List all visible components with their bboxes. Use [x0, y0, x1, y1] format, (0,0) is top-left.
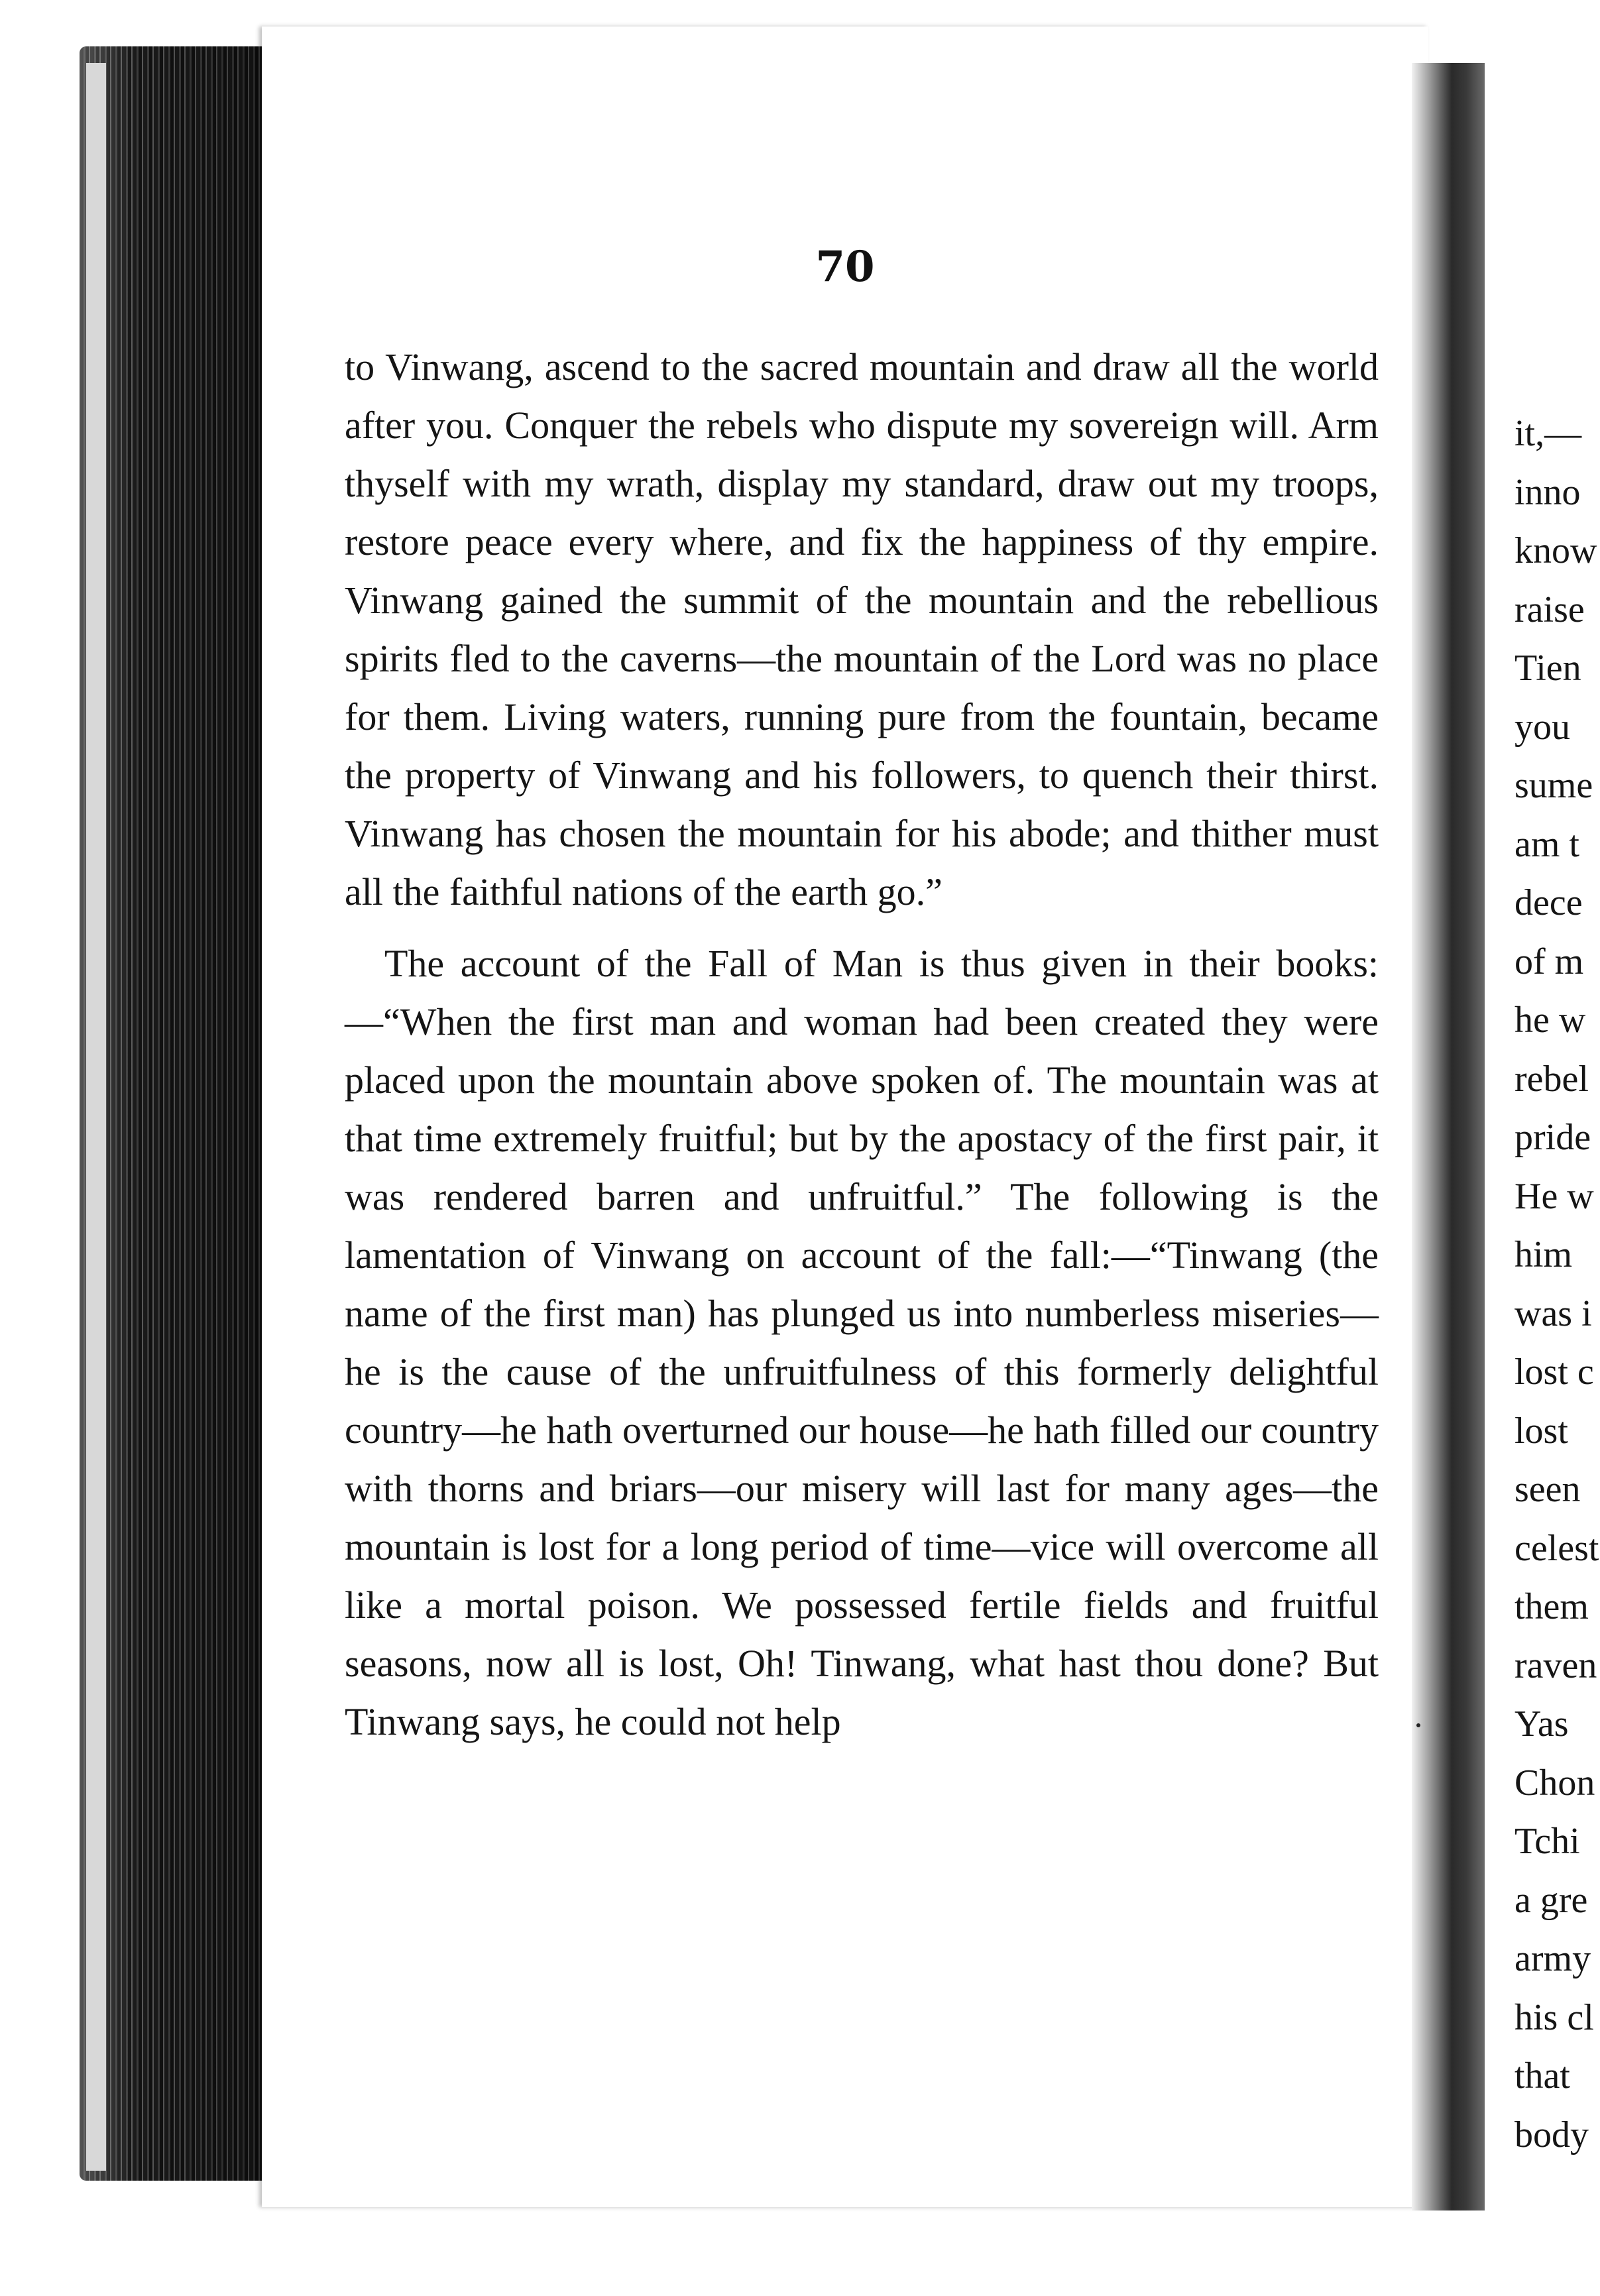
facing-page-line: army	[1514, 1938, 1591, 1979]
facing-page-line: body	[1514, 2114, 1589, 2155]
facing-page-line: his cl	[1514, 1996, 1594, 2038]
facing-page-line: a gre	[1514, 1879, 1588, 1921]
paragraph-1: to Vinwang, ascend to the sacred mountain and draw all the world after you. Conquer the rebels who dispute my sovereign will. Arm thyself with my wrath, display my standard, draw out my troops, restore peace every where, and fix the happiness of thy empire. Vinwang gained the summit of the mountain and the rebellious spirits fled to the caverns—the mountain of the Lord was no place for them. Living waters, running pure from the fountain, became the property of Vinwang and his followers, to quench their thirst. Vinwang has chosen the mountain for his abode; and thither must all the faithful nations of the earth go.”	[345, 345, 1379, 913]
facing-page-line: Yas	[1514, 1703, 1569, 1745]
facing-page-line: of m	[1514, 941, 1584, 982]
facing-page-line: he w	[1514, 1000, 1586, 1041]
facing-page-line: that	[1514, 2055, 1570, 2096]
book-edge-shade	[80, 46, 265, 2181]
facing-page-line: celest	[1514, 1527, 1599, 1569]
facing-page-line: lost	[1514, 1410, 1568, 1452]
facing-page-line: rebel	[1514, 1058, 1589, 1100]
facing-page-line: was i	[1514, 1292, 1592, 1334]
facing-page-line: lost c	[1514, 1351, 1594, 1393]
facing-page-line: inno	[1514, 471, 1581, 513]
page-gutter	[1412, 63, 1485, 2210]
facing-page-line: you	[1514, 706, 1570, 748]
facing-page-line: sume	[1514, 765, 1593, 806]
facing-page-line: them	[1514, 1586, 1589, 1627]
facing-page-line: know	[1514, 530, 1597, 571]
paragraph-2: The account of the Fall of Man is thus given in their books:—“When the first man and woman had been created they were placed upon the mountain above spoken of. The mountain was at that time extremely fruitful; but by the apostacy of the first pair, it was rendered barren and unfruitful.” The following is the lamentation of Vinwang on account of the fall:—“Tinwang (the name of the first man) has plunged us into numberless miseries—he is the cause of the unfruitfulness of this formerly delightful country—he hath overturned our house—he hath filled our country with thorns and briars—our misery will last for many ages—the mountain is lost for a long period of time—vice will overcome all like a mortal poison. We possessed fertile fields and fruitful seasons, now all is lost, Oh! Tinwang, what hast thou done? But Tinwang says, he could not help	[345, 942, 1379, 1743]
book-cover-edge	[86, 63, 106, 2171]
page-number: 70	[815, 242, 875, 292]
facing-page-line: Tchi	[1514, 1821, 1580, 1862]
facing-page-line: seen	[1514, 1469, 1581, 1510]
facing-page-line: dece	[1514, 882, 1583, 923]
facing-page	[1485, 63, 1600, 2210]
facing-page-line: raven	[1514, 1644, 1597, 1686]
page-speck	[1416, 1723, 1420, 1727]
facing-page-line: Chon	[1514, 1762, 1595, 1804]
facing-page-line: am t	[1514, 823, 1579, 865]
facing-page-line: raise	[1514, 589, 1585, 630]
book-page	[262, 27, 1428, 2207]
facing-page-line: it,—	[1514, 413, 1582, 454]
facing-page-line: pride	[1514, 1117, 1591, 1158]
facing-page-line: Tien	[1514, 648, 1581, 689]
facing-page-line: He w	[1514, 1175, 1594, 1217]
page-body	[345, 338, 1379, 1751]
facing-page-line: him	[1514, 1234, 1573, 1275]
facing-page-lines	[1514, 404, 1599, 2164]
